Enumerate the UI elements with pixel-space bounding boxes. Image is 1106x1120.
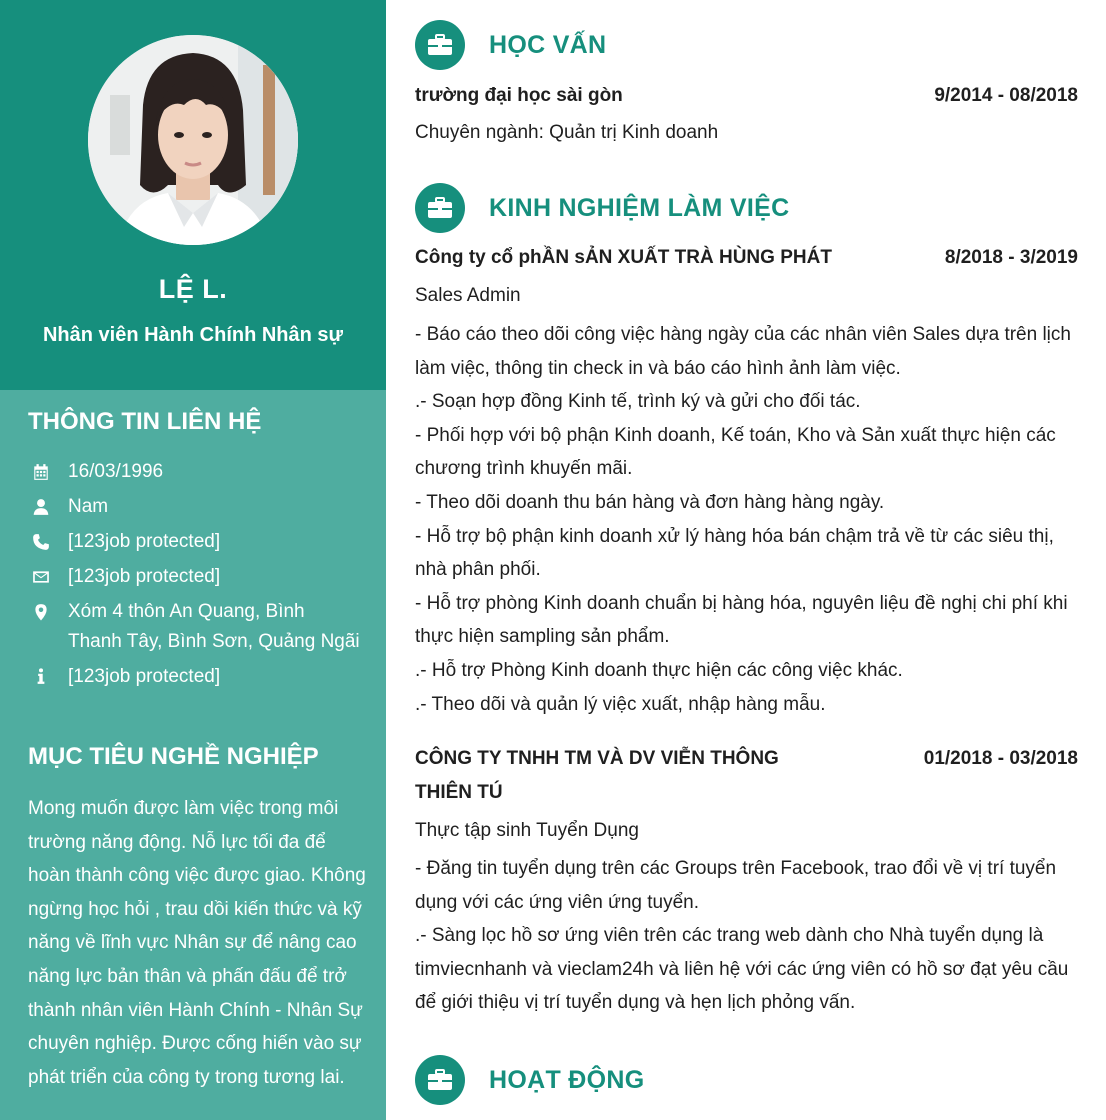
sidebar bbox=[0, 0, 386, 1120]
company-name: Công ty cổ phẦN sẢN XUẤT TRÀ HÙNG PHÁT bbox=[415, 247, 832, 268]
contact-email bbox=[32, 562, 362, 592]
job-period: 01/2018 - 03/2018 bbox=[923, 748, 1078, 769]
briefcase-icon bbox=[415, 20, 465, 70]
job-period: 8/2018 - 3/2019 bbox=[944, 247, 1078, 268]
company-name: CÔNG TY TNHH TM VÀ DV VIỄN THÔNG THIÊN TÚ bbox=[415, 748, 779, 803]
avatar bbox=[88, 35, 298, 245]
profile-header bbox=[0, 0, 386, 390]
experience-section-header bbox=[415, 183, 789, 233]
avatar-photo bbox=[88, 35, 298, 245]
info-icon bbox=[32, 662, 68, 692]
school-name: trường đại học sài gòn bbox=[415, 85, 623, 106]
candidate-name: LỆ L. bbox=[158, 274, 228, 304]
map-marker-icon bbox=[32, 597, 68, 627]
user-icon bbox=[32, 492, 68, 522]
envelope-icon bbox=[32, 562, 68, 592]
contact-text: [123job protected] bbox=[68, 665, 221, 687]
activities-section-header bbox=[415, 1055, 644, 1105]
contact-text: [123job protected] bbox=[68, 566, 221, 587]
contact-list bbox=[32, 457, 362, 697]
objective-heading: MỤC TIÊU NGHỀ NGHIỆP bbox=[28, 743, 319, 770]
objective-text: Mong muốn được làm việc trong môi trường năng động. Nỗ lực tối đa để hoàn thành công việc được giao. Không ngừng học hỏi , trau dồi kiến thức và kỹ năng về lĩnh vực Nhân sự để nâng cao năng lực bản thân và phấn đấu để trở thành nhân viên Hành Chính - Nhân Sự chuyên nghiệp. Được cống hiến vào sự phát triển của công ty trong tương lai. bbox=[28, 798, 366, 1088]
job-role: Thực tập sinh Tuyển Dụng bbox=[415, 820, 639, 841]
education-period: 9/2014 - 08/2018 bbox=[934, 85, 1078, 106]
calendar-icon bbox=[32, 457, 68, 487]
candidate-title: Nhân viên Hành Chính Nhân sự bbox=[42, 324, 344, 346]
education-heading: HỌC VẤN bbox=[489, 30, 607, 59]
briefcase-icon bbox=[415, 183, 465, 233]
phone-icon bbox=[32, 527, 68, 557]
job-description: - Đăng tin tuyển dụng trên các Groups trên Facebook, trao đổi về vị trí tuyển dụng với các ứng viên ứng tuyển. .- Sàng lọc hồ sơ ứng viên trên các trang web dành cho Nhà tuyển dụng là timviecnhanh và vieclam24h và liên hệ với các ứng viên có hồ sơ đạt yêu cầu để giới thiệu vị trí tuyển dụng và hẹn lịch phỏng vấn. bbox=[415, 858, 1069, 1014]
education-major: Chuyên ngành: Quản trị Kinh doanh bbox=[415, 122, 719, 143]
contact-text: 16/03/1996 bbox=[68, 461, 164, 482]
contact-phone bbox=[32, 527, 362, 557]
contact-text: Xóm 4 thôn An Quang, Bình Thanh Tây, Bình Sơn, Quảng Ngãi bbox=[68, 601, 360, 652]
activities-heading: HOẠT ĐỘNG bbox=[489, 1065, 645, 1094]
briefcase-icon bbox=[415, 1055, 465, 1105]
contact-info bbox=[32, 662, 362, 692]
job-role: Sales Admin bbox=[415, 285, 521, 306]
education-section-header bbox=[415, 20, 606, 70]
contact-text: Nam bbox=[68, 496, 109, 517]
contact-text: [123job protected] bbox=[68, 531, 221, 552]
contact-heading: THÔNG TIN LIÊN HỆ bbox=[28, 408, 262, 435]
contact-birthday bbox=[32, 457, 362, 487]
experience-heading: KINH NGHIỆM LÀM VIỆC bbox=[489, 193, 790, 222]
contact-address bbox=[32, 597, 362, 656]
contact-gender bbox=[32, 492, 362, 522]
job-description: - Báo cáo theo dõi công việc hàng ngày của các nhân viên Sales dựa trên lịch làm việc, thông tin check in và báo cáo hình ảnh làm việc. .- Soạn hợp đồng Kinh tế, trình ký và gửi cho đối tác. - Phối hợp với bộ phận Kinh doanh, Kế toán, Kho và Sản xuất thực hiện các chương trình khuyến mãi. - Theo dõi doanh thu bán hàng và đơn hàng hàng ngày. - Hỗ trợ bộ phận kinh doanh xử lý hàng hóa bán chậm trả về từ các siêu thị, nhà phân phối. - Hỗ trợ phòng Kinh doanh chuẩn bị hàng hóa, nguyên liệu đề nghị chi phí khi thực hiện sampling sản phẩm. .- Hỗ trợ Phòng Kinh doanh thực hiện các công việc khác. .- Theo dõi và quản lý việc xuất, nhập hàng mẫu. bbox=[415, 324, 1071, 715]
